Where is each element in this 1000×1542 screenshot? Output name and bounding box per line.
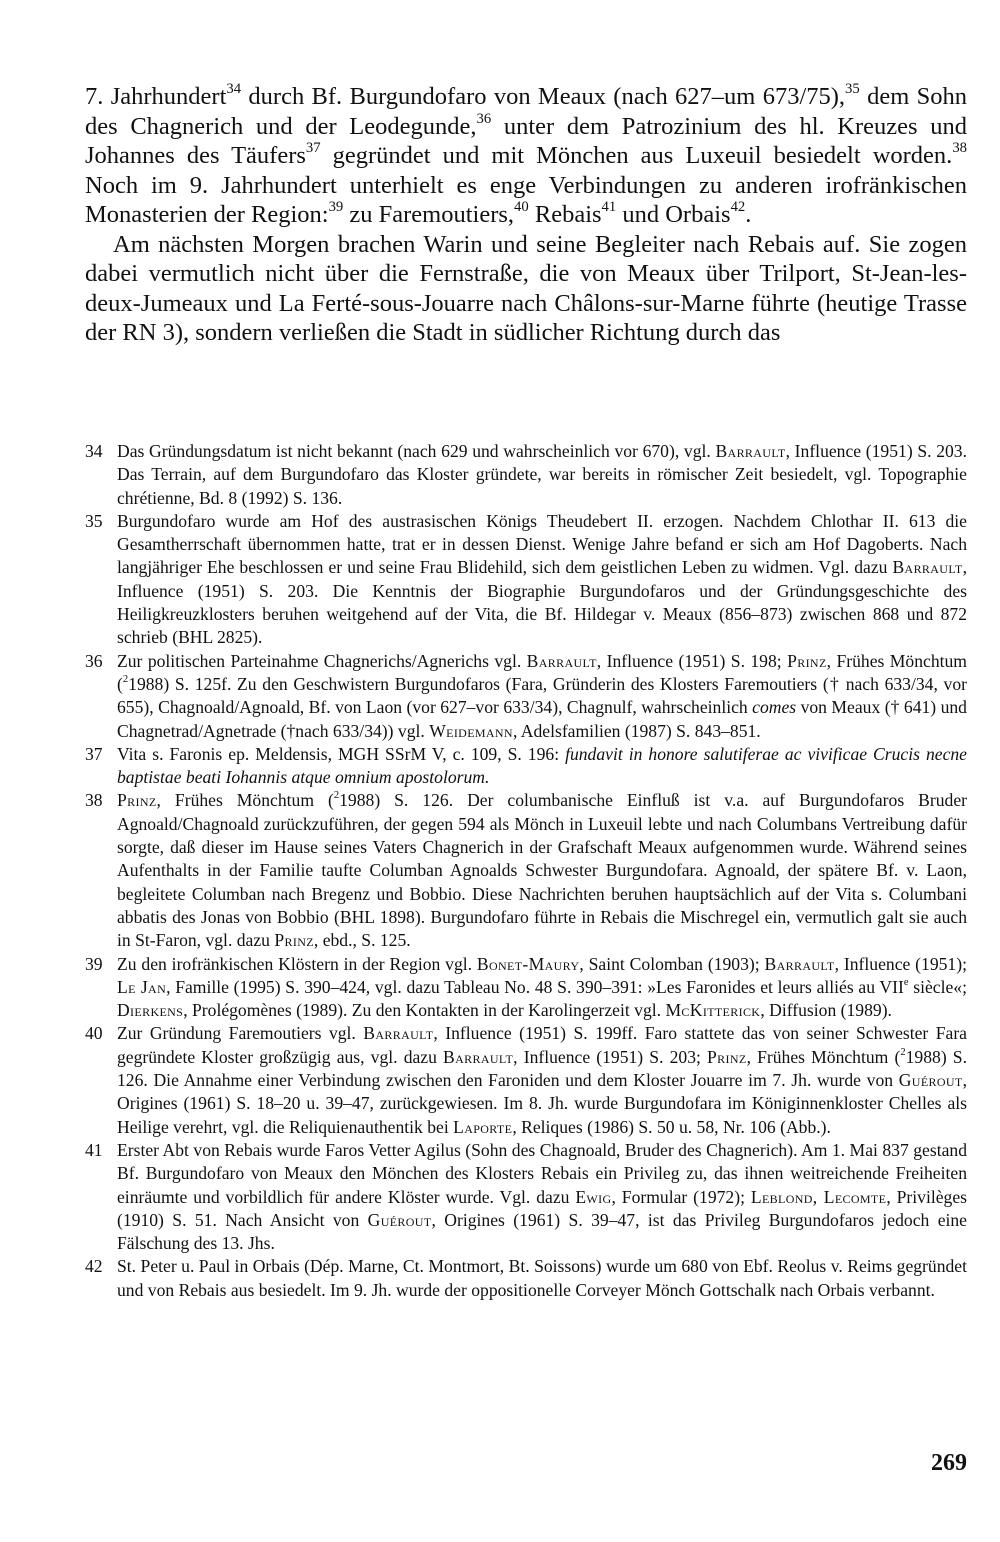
book-page <box>85 0 967 1542</box>
body-paragraph-2: Am nächsten Morgen brachen Warin und seine Begleiter nach Rebais auf. Sie zogen dabei vermutlich nicht über die Fernstraße, die von Meaux über Trilport, St-Jean-les-deux-Jumeaux und La Ferté-sous-Jouarre nach Châlons-sur-Marne führte (heutige Trasse der RN 3), sondern verließen die Stadt in südlicher Richtung durch das <box>85 230 967 346</box>
author-name: Dierkens <box>117 1000 184 1021</box>
author-name: Guérout <box>898 1070 963 1091</box>
text-run: Rebais <box>528 201 602 228</box>
footnote-number: 38 <box>85 790 103 811</box>
footnote-ref-39[interactable]: 39 <box>328 198 344 215</box>
text-run: . <box>745 201 752 228</box>
footnote-number: 37 <box>85 743 103 764</box>
text-run: , Influence (1951) S. 203; <box>513 1046 708 1067</box>
text-run: Vita s. Faronis ep. Meldensis, MGH SSrM V, c. 109, S. 196: <box>117 743 566 764</box>
text-run: gegründet und mit Mönchen aus Luxeuil besiedelt worden. <box>320 142 953 169</box>
text-run: , Reliques (1986) S. 50 u. 58, Nr. 106 (Abb.). <box>512 1116 831 1137</box>
text-run: , Influence (1951) S. 203. Die Kenntnis der Biographie Burgundofaros und der Gründungsgeschichte des Heiligkreuzklosters beruhen weitgehend auf der Vita, die Bf. Hildegar v. Meaux (856–873) zwischen 868 und 872 schrieb (BHL 2825). <box>117 557 967 648</box>
text-run: , Origines (1961) S. 39–47, ist das Privileg Burgundofaros jedoch eine Fälschung des 13. Jhs. <box>117 1209 967 1254</box>
footnote-text <box>117 1022 967 1138</box>
text-run: , Frühes Mönchtum ( <box>117 650 967 694</box>
footnote-41 <box>85 1139 967 1255</box>
author-name: Barrault <box>715 441 786 461</box>
author-name: Weidemann <box>429 720 513 741</box>
author-name: Prinz <box>274 930 314 951</box>
author-name: Barrault <box>526 650 597 671</box>
author-name: Barrault <box>892 557 963 578</box>
footnote-ref-35[interactable]: 35 <box>845 80 860 97</box>
footnote-text <box>117 510 967 650</box>
author-name: Barrault <box>363 1023 434 1044</box>
footnote-37 <box>85 743 967 790</box>
footnotes <box>85 440 967 1302</box>
text-run: 7. Jahrhundert <box>85 83 227 110</box>
footnote-text <box>117 789 967 952</box>
text-run: , Influence (1951) S. 203. Das Terrain, auf dem Burgundofaro das Kloster gründete, war bereits in römischer Zeit besiedelt, vgl. Topographie chrétienne, Bd. 8 (1992) S. 136. <box>117 441 967 508</box>
author-name: Ewig <box>575 1186 612 1207</box>
footnote-ref-37[interactable]: 37 <box>305 139 321 156</box>
text-run: , Frühes Mönchtum ( <box>746 1046 901 1067</box>
text-run: Das Gründungsdatum ist nicht bekannt (nach 629 und wahrscheinlich vor 670), vgl. <box>117 441 716 461</box>
text-run: , ebd., S. 125. <box>313 930 411 951</box>
page-number: 269 <box>931 1450 967 1476</box>
text-run: dem Sohn des Chagnerich und der Leodegunde, <box>85 83 967 140</box>
text-run: , Influence (1951) S. 198; <box>596 650 788 671</box>
author-name: Barrault <box>764 953 835 974</box>
author-name: Le Jan <box>117 976 167 997</box>
text-run: siècle«; <box>908 976 967 997</box>
text-run: Burgundofaro wurde am Hof des austrasischen Königs Theudebert II. erzogen. Nachdem Chlothar II. 613 die Gesamtherrschaft übernommen hatte, trat er in dessen Dienst. Wenige Jahre befand er sich am Hof Dagoberts. Nach langjähriger Ehe beschlossen er und seine Frau Blidehild, sich dem geistlichen Leben zu widmen. Vgl. dazu <box>117 510 967 578</box>
edition-superscript: 2 <box>333 790 340 802</box>
text-run: , Saint Colomban (1903); <box>579 953 765 974</box>
edition-superscript: 2 <box>900 1046 906 1058</box>
text-run: , Formular (1972); <box>611 1186 751 1207</box>
text-run: , Privilèges (1910) S. 51. Nach Ansicht von <box>117 1186 967 1230</box>
footnote-text <box>117 1139 967 1255</box>
text-run: und Orbais <box>616 201 731 228</box>
footnote-number: 35 <box>85 510 103 531</box>
text-run: , Diffusion (1989). <box>760 1000 892 1021</box>
footnote-number: 41 <box>85 1139 103 1160</box>
footnote-38 <box>85 789 967 952</box>
text-run: Zu den irofränkischen Klöstern in der Region vgl. <box>117 953 477 974</box>
footnote-number: 36 <box>85 650 103 671</box>
footnote-42 <box>85 1255 967 1302</box>
footnote-text <box>117 743 967 790</box>
author-name: Prinz <box>707 1046 747 1067</box>
footnote-40 <box>85 1022 967 1138</box>
footnote-ref-42[interactable]: 42 <box>730 198 746 215</box>
footnote-number: 34 <box>85 441 103 461</box>
footnote-ref-34[interactable]: 34 <box>226 80 242 97</box>
text-run: Noch im 9. Jahrhundert unterhielt es enge Verbindungen zu anderen irofränkischen Monasterien der Region: <box>85 171 967 228</box>
author-name: Prinz <box>117 790 157 811</box>
footnote-ref-38[interactable]: 38 <box>952 139 967 156</box>
author-name: Laporte <box>453 1116 513 1137</box>
footnote-text <box>117 440 967 510</box>
footnote-39 <box>85 953 967 1023</box>
edition-superscript: 2 <box>122 674 129 686</box>
latin-quotation: fundavit in honore salutiferae ac vivificae Crucis necne baptistae beati Iohannis atque omnium apostolorum. <box>117 743 967 788</box>
text-run: Zur Gründung Faremoutiers vgl. <box>117 1023 364 1044</box>
footnote-36 <box>85 650 967 743</box>
italic-term: comes <box>752 697 797 718</box>
text-run: , Prolégomènes (1989). Zu den Kontakten in der Karolingerzeit vgl. <box>183 1000 666 1021</box>
footnote-number: 40 <box>85 1023 103 1044</box>
footnote-34 <box>85 440 967 510</box>
footnote-text <box>117 650 967 743</box>
author-name: Leblond, Lecomte <box>750 1186 887 1207</box>
text-run: von Meaux († 641) und Chagnetrad/Agnetrade (†nach 633/34)) vgl. <box>117 697 967 741</box>
text-run: , Frühes Mönchtum ( <box>156 790 334 811</box>
footnote-ref-36[interactable]: 36 <box>476 110 492 127</box>
footnote-text <box>117 953 967 1023</box>
text-run: , Influence (1951) S. 199ff. Faro stattete das von seiner Schwester Fara gegründete Kloster großzügig aus, vgl. dazu <box>117 1023 967 1067</box>
author-name: Guérout <box>367 1209 432 1230</box>
author-name: Bonet-Maury <box>476 953 580 974</box>
footnote-number: 42 <box>85 1256 103 1277</box>
text-run: 1988) S. 126. Der columbanische Einfluß ist v.a. auf Burgundofaros Bruder Agnoald/Chagnoald zurückzuführen, der gegen 594 als Mönch in Luxeuil lebte und nach Columbans Vertreibung dafür sorgte, daß dieser im Hause seines Vaters Chagnerich in der Grafschaft Meaux aufgenommen wurde. Während seines Aufenthalts in der Familie taufte Columban Agnoalds Schwester Burgundofara. Agnoald, der spätere Bf. v. Laon, begleitete Columban nach Bregenz und Bobbio. Diese Nachrichten beruhen hauptsächlich auf der Vita s. Columbani abbatis des Jonas von Bobbio (BHL 1898). Burgundofaro führte in Rebais die Mischregel ein, vermutlich galt sie auch in St-Faron, vgl. dazu <box>117 790 968 951</box>
text-run: zu Faremoutiers, <box>343 201 515 228</box>
century-superscript: e <box>903 976 909 988</box>
author-name: McKitterick <box>665 1000 761 1021</box>
main-text <box>85 82 967 348</box>
footnote-ref-40[interactable]: 40 <box>514 198 529 215</box>
text-run: Zur politischen Parteinahme Chagnerichs/Agnerichs vgl. <box>117 650 527 671</box>
body-paragraph-1 <box>85 82 967 230</box>
text-run: , Origines (1961) S. 18–20 u. 39–47, zurückgewiesen. Im 8. Jh. wurde Burgundofara im Königinnenkloster Chelles als Heilige verehrt, vgl. die Reliquienauthentik bei <box>117 1070 967 1137</box>
footnote-35 <box>85 510 967 650</box>
text-run: , Adelsfamilien (1987) S. 843–851. <box>512 720 761 741</box>
text-run: durch Bf. Burgundofaro von Meaux (nach 627–um 673/75), <box>241 83 846 110</box>
text-run: , Influence (1951); <box>834 953 967 974</box>
text-run: Erster Abt von Rebais wurde Faros Vetter Agilus (Sohn des Chagnoald, Bruder des Chagnerich). Am 1. Mai 837 gestand Bf. Burgundofaro von Meaux den Mönchen des Klosters Rebais ein Privileg zu, das ihnen weitreichende Freiheiten einräumte und vorbildlich für andere Klöster wurde. Vgl. dazu <box>117 1139 967 1207</box>
footnote-number: 39 <box>85 953 103 974</box>
text-run: 1988) S. 126. Die Annahme einer Verbindung zwischen den Faroniden und dem Kloster Jouarre im 7. Jh. wurde von <box>117 1046 967 1091</box>
author-name: Barrault <box>443 1046 514 1067</box>
footnote-text: St. Peter u. Paul in Orbais (Dép. Marne, Ct. Montmort, Bt. Soissons) wurde um 680 von Ebf. Reolus v. Reims gegründet und von Rebais aus besiedelt. Im 9. Jh. wurde der oppositionelle Corveyer Mönch Gottschalk nach Orbais verbannt. <box>117 1256 967 1300</box>
author-name: Prinz <box>787 650 827 671</box>
text-run: unter dem Patrozinium des hl. Kreuzes und Johannes des Täufers <box>85 112 967 169</box>
text-run: 1988) S. 125f. Zu den Geschwistern Burgundofaros (Fara, Gründerin des Klosters Faremoutiers († nach 633/34, vor 655), Chagnoald/Agnoald, Bf. von Laon (vor 627–vor 633/34), Chagnulf, wahrscheinlich <box>117 673 967 718</box>
footnote-ref-41[interactable]: 41 <box>601 198 617 215</box>
text-run: , Famille (1995) S. 390–424, vgl. dazu Tableau No. 48 S. 390–391: »Les Faronides et leurs alliés au VII <box>166 976 904 997</box>
